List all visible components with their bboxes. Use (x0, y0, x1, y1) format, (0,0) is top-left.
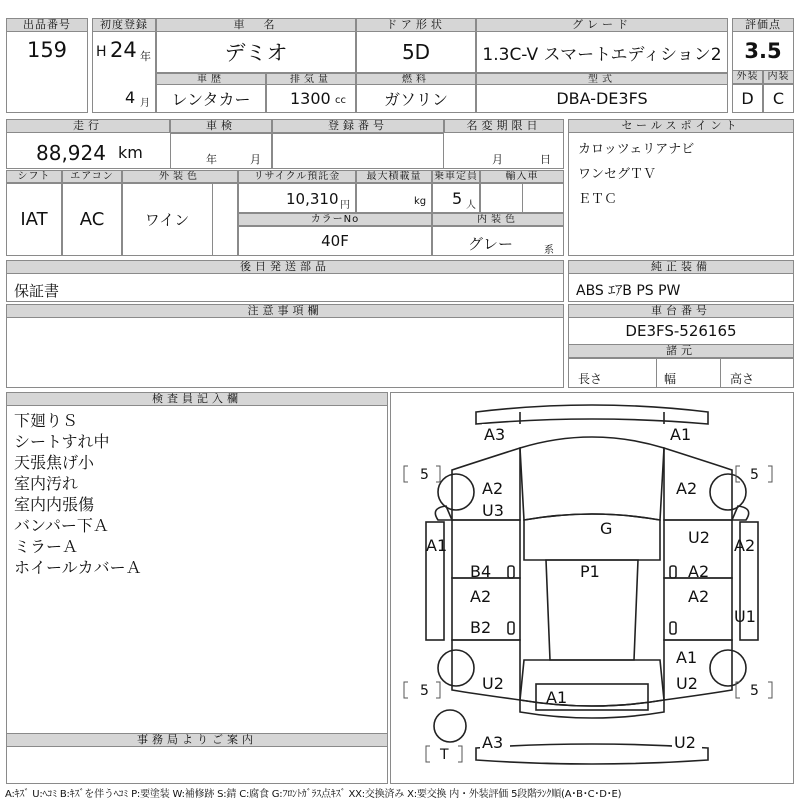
width-label: 幅 (664, 372, 677, 386)
equipment-value: ABS ｴｱB PS PW (576, 283, 681, 299)
damage-code-rear-gate: A1 (546, 688, 568, 707)
exterior-color: ワイン (144, 211, 190, 229)
bracket-left (404, 466, 408, 482)
interior-color-label: 内装色 (432, 213, 564, 226)
spare-tire-label: T (440, 747, 449, 763)
car-name: デミオ (224, 41, 288, 65)
office-label: 事務局よりご案内 (6, 733, 388, 747)
fuel-label: 燃料 (356, 73, 476, 85)
tire-rear-right-shape (710, 650, 746, 686)
rear-window-shape (520, 660, 664, 706)
mileage-unit: km (118, 143, 143, 162)
inspection-year-unit: 年 (206, 153, 217, 166)
damage-code-left-rear-door: A2 (470, 587, 492, 606)
capacity: 5 (452, 189, 463, 208)
inspection-month-unit: 月 (250, 153, 261, 166)
month-unit: 月 (140, 98, 150, 109)
car-damage-diagram (390, 392, 794, 784)
tire-depth-rear-left: 5 (420, 683, 429, 699)
sales-points-label: セールスポイント (568, 119, 794, 133)
registration-month: 4 (125, 88, 136, 107)
door-handle-shape (508, 622, 514, 634)
bracket-right (768, 466, 772, 482)
length-label: 長さ (578, 372, 603, 386)
air-conditioner: AC (79, 209, 105, 230)
exterior-grade: D (741, 89, 754, 108)
lot-number-label: 出品番号 (6, 18, 88, 32)
capacity-unit: 人 (466, 200, 476, 211)
model-code: DBA-DE3FS (556, 89, 648, 108)
bracket-left (426, 746, 430, 762)
inspection-label: 車検 (170, 119, 272, 133)
capacity-label: 乗車定員 (434, 171, 478, 182)
inspector-note: シートすれ中 (14, 432, 110, 451)
color-number-label: カラーNo (238, 213, 432, 226)
inspector-note: バンパー下Ａ (14, 516, 109, 535)
door-handle-shape (670, 566, 676, 578)
grade-label: グレード (476, 18, 728, 32)
interior-grade-label: 内装 (763, 70, 794, 84)
bracket-right (436, 466, 440, 482)
damage-legend: A:ｷｽﾞ U:ﾍｺﾐ B:ｷｽﾞを伴うﾍｺﾐ P:要塗装 W:補修跡 S:錆 C:腐食 G:ﾌﾛﾝﾄｶﾞﾗｽ点ｷｽﾞ XX:交換済み X:要交換 内・外装評価 5段階ﾗﾝｸ順(A･B･C･D･E) (5, 789, 622, 800)
divider (212, 183, 213, 256)
damage-code-right-front-door: U2 (688, 528, 710, 547)
recycle-unit: 円 (340, 200, 350, 211)
displacement-unit: cc (335, 95, 346, 106)
sales-point: カロッツェリアナビ (578, 142, 695, 157)
history: レンタカー (171, 90, 251, 109)
damage-code-windshield: G (600, 519, 613, 538)
registration-year: 24 (110, 38, 137, 62)
displacement: 1300 (290, 89, 331, 108)
tire-front-left-shape (438, 474, 474, 510)
windshield-shape (524, 514, 660, 560)
model-label: 型式 (476, 73, 728, 85)
mileage: 88,924 (36, 141, 106, 165)
inspector-note: ミラーＡ (14, 537, 79, 556)
bracket-right (458, 746, 462, 762)
damage-code-left-sill: A1 (426, 536, 448, 555)
front-bumper-shape (476, 405, 708, 424)
damage-code-front-bumper-right: A1 (670, 425, 692, 444)
trunk-shape (520, 700, 664, 718)
exterior-grade-label: 外装 (732, 70, 763, 84)
door-type: 5D (401, 40, 431, 64)
divider (522, 183, 523, 213)
divider (720, 358, 721, 388)
interior-grade: C (772, 89, 785, 108)
exterior-color-label: 外装色 (122, 170, 238, 183)
hood-shape (520, 437, 664, 520)
damage-code-rear-bumper-right: U2 (674, 733, 696, 752)
ac-label: エアコン (62, 170, 122, 183)
year-unit: 年 (140, 50, 151, 63)
mileage-label: 走行 (6, 119, 170, 133)
damage-code-right-sill: A2 (734, 536, 756, 555)
damage-code-right-rear-door: A2 (688, 587, 710, 606)
door-handle-shape (508, 566, 514, 578)
shift-label: シフト (6, 170, 62, 183)
tire-depth-front-left: 5 (420, 467, 429, 483)
tire-rear-left-shape (438, 650, 474, 686)
door-handle-shape (670, 622, 676, 634)
inspector-note: 室内内張傷 (14, 495, 95, 514)
spare-tire-shape (434, 710, 466, 742)
first-registration-label: 初度登録 (92, 18, 156, 32)
damage-code-right-front-fender: A2 (676, 479, 698, 498)
fuel: ガソリン (383, 90, 448, 109)
chassis-number: DE3FS-526165 (625, 322, 737, 340)
damage-code-left-front-door: B4 (470, 562, 492, 581)
score-label: 評価点 (732, 18, 794, 32)
parts-label: 後日発送部品 (6, 260, 564, 274)
divider (568, 358, 794, 359)
interior-color-unit: 系 (544, 245, 554, 256)
notes-label: 注意事項欄 (6, 304, 564, 318)
damage-code-left-front-fender: A2 (482, 479, 504, 498)
car-name-label: 車 名 (156, 18, 356, 32)
damage-code-right-sill-dent: U1 (734, 607, 756, 626)
max-load-unit: kg (414, 196, 427, 207)
inspector-label: 検査員記入欄 (6, 392, 388, 406)
recycle-label: リサイクル預託金 (238, 170, 356, 183)
equipment-label: 純正装備 (568, 260, 794, 274)
divider (656, 358, 657, 388)
shift: IAT (20, 209, 48, 230)
damage-code-front-bumper-left: A3 (484, 425, 506, 444)
registration-number-label: 登録番号 (272, 119, 444, 133)
inspector-note: ホイールカバーＡ (14, 558, 142, 577)
tire-depth-front-right: 5 (750, 467, 759, 483)
damage-code-roof: P1 (580, 562, 600, 581)
inspector-notes (14, 410, 142, 578)
height-label: 高さ (730, 372, 755, 386)
bracket-right (436, 682, 440, 698)
grade: 1.3C-V スマートエディション2 (482, 44, 722, 65)
transfer-day-unit: 日 (540, 153, 551, 166)
damage-code-right-rear-quarter-dent: U2 (676, 674, 698, 693)
displacement-label: 排気量 (266, 73, 356, 85)
registration-number-cell (272, 133, 444, 169)
color-number: 40F (321, 232, 349, 250)
era: H (96, 44, 107, 60)
history-label: 車歴 (156, 73, 266, 85)
max-load-label: 最大積載量 (356, 170, 432, 183)
recycle-fee: 10,310 (286, 190, 339, 208)
bracket-left (736, 466, 740, 482)
damage-code-right-rear-quarter: A1 (676, 648, 698, 667)
score: 3.5 (744, 39, 782, 63)
inspector-note: 下廻りＳ (14, 411, 79, 430)
inspector-note: 天張焦げ小 (14, 453, 95, 472)
lot-number: 159 (26, 38, 68, 62)
damage-code-rear-bumper-left: A3 (482, 733, 504, 752)
damage-code-right-front-door-lower: A2 (688, 562, 710, 581)
sales-point: ＥＴＣ (578, 192, 618, 207)
tire-depth-rear-right: 5 (750, 683, 759, 699)
door-label: ドア形状 (356, 18, 476, 32)
damage-code-left-rear-quarter: U2 (482, 674, 504, 693)
chassis-label: 車台番号 (568, 304, 794, 318)
sales-point: ワンセグＴＶ (578, 167, 657, 182)
tire-front-right-shape (710, 474, 746, 510)
specs-label: 諸元 (568, 344, 794, 358)
inspector-note: 室内汚れ (14, 474, 79, 493)
bracket-left (404, 682, 408, 698)
bracket-right (768, 682, 772, 698)
parts-value: 保証書 (14, 282, 60, 300)
damage-code-left-rear-door-lower: B2 (470, 618, 492, 637)
interior-color: グレー (468, 235, 514, 253)
import-label: 輸入車 (480, 170, 564, 183)
damage-code-left-front-fender-dent: U3 (482, 501, 504, 520)
transfer-month-unit: 月 (492, 153, 503, 166)
right-rear-quarter-shape (664, 640, 732, 700)
transfer-deadline-label: 名変期限日 (444, 119, 564, 133)
